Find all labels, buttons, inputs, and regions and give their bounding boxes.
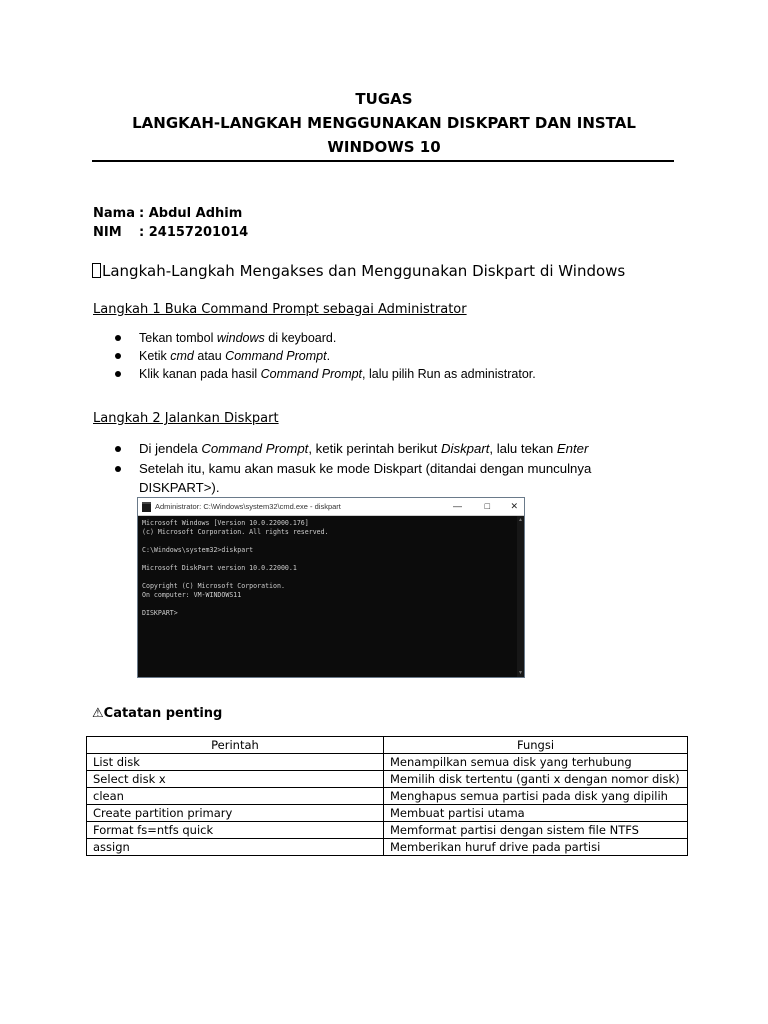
table-header-row xyxy=(87,737,688,754)
table-row xyxy=(87,839,688,856)
step1-list xyxy=(139,329,536,383)
table-row xyxy=(87,771,688,788)
table-row xyxy=(87,822,688,839)
console-output xyxy=(138,516,524,621)
nim-value: : 24157201014 xyxy=(139,225,249,240)
table-cell: Menampilkan semua disk yang terhubung xyxy=(384,754,688,771)
close-icon: ✕ xyxy=(510,501,518,511)
bullet-icon xyxy=(115,335,121,341)
commands-table xyxy=(86,736,688,856)
name-value: : Abdul Adhim xyxy=(139,206,243,221)
maximize-icon: □ xyxy=(484,501,490,511)
table-row xyxy=(87,788,688,805)
note-heading-text: Catatan penting xyxy=(103,706,223,721)
console-scrollbar xyxy=(517,516,524,677)
table-cell: Create partition primary xyxy=(87,805,384,822)
step2-list xyxy=(139,439,639,498)
section-heading xyxy=(92,262,625,280)
table-cell: assign xyxy=(87,839,384,856)
list-item: Tekan tombol windows di keyboard. xyxy=(139,329,536,347)
note-heading xyxy=(92,706,222,721)
table-cell: Memberikan huruf drive pada partisi xyxy=(384,839,688,856)
step1-heading: Langkah 1 Buka Command Prompt sebagai Administrator xyxy=(93,302,467,317)
console-line xyxy=(142,537,520,546)
section-heading-text: Langkah-Langkah Mengakses dan Menggunakan Diskpart di Windows xyxy=(102,262,626,280)
console-title-bar xyxy=(138,498,524,516)
table-cell: Select disk x xyxy=(87,771,384,788)
list-item: Setelah itu, kamu akan masuk ke mode Diskpart (ditandai dengan munculnya DISKPART>). xyxy=(139,459,639,498)
bullet-icon xyxy=(115,446,121,452)
table-cell: clean xyxy=(87,788,384,805)
console-line xyxy=(142,555,520,564)
console-line: Copyright (C) Microsoft Corporation. xyxy=(142,582,285,590)
cmd-app-icon xyxy=(142,502,151,512)
table-cell: List disk xyxy=(87,754,384,771)
table-header-cell: Fungsi xyxy=(384,737,688,754)
command-prompt-screenshot xyxy=(138,498,524,677)
missing-glyph-icon xyxy=(92,263,101,278)
table-row xyxy=(87,805,688,822)
table-cell: Membuat partisi utama xyxy=(384,805,688,822)
scroll-down-icon: ▼ xyxy=(518,670,523,676)
table-cell: Memilih disk tertentu (ganti x dengan nomor disk) xyxy=(384,771,688,788)
scroll-up-icon: ▲ xyxy=(518,517,523,523)
nim-line xyxy=(93,225,248,240)
console-line: Microsoft DiskPart version 10.0.22000.1 xyxy=(142,564,297,572)
bullet-icon xyxy=(115,466,121,472)
list-item: Di jendela Command Prompt, ketik perintah berikut Diskpart, lalu tekan Enter xyxy=(139,439,639,459)
bullet-icon xyxy=(115,353,121,359)
console-line: C:\Windows\system32>diskpart xyxy=(142,546,254,554)
console-title: Administrator: C:\Windows\system32\cmd.exe - diskpart xyxy=(155,502,341,511)
table-cell: Memformat partisi dengan sistem file NTFS xyxy=(384,822,688,839)
table-row xyxy=(87,754,688,771)
doc-title-line-1: TUGAS xyxy=(355,90,413,108)
console-line xyxy=(142,600,520,609)
name-line xyxy=(93,206,242,221)
list-item: Klik kanan pada hasil Command Prompt, lalu pilih Run as administrator. xyxy=(139,365,536,383)
nim-label: NIM xyxy=(93,225,122,240)
step2-heading: Langkah 2 Jalankan Diskpart xyxy=(93,411,279,426)
doc-title-line-2: LANGKAH-LANGKAH MENGGUNAKAN DISKPART DAN INSTAL xyxy=(132,114,636,132)
table-cell: Format fs=ntfs quick xyxy=(87,822,384,839)
bullet-icon xyxy=(115,371,121,377)
name-label: Nama xyxy=(93,206,135,221)
minimize-icon: — xyxy=(453,501,462,511)
console-line: On computer: VM-WINDOWS11 xyxy=(142,591,242,599)
table-header-cell: Perintah xyxy=(87,737,384,754)
console-line: Microsoft Windows [Version 10.0.22000.176] xyxy=(142,519,309,527)
warning-icon: ⚠ xyxy=(92,706,104,721)
list-item: Ketik cmd atau Command Prompt. xyxy=(139,347,536,365)
console-line: DISKPART> xyxy=(142,609,178,617)
table-cell: Menghapus semua partisi pada disk yang dipilih xyxy=(384,788,688,805)
doc-title-line-3: WINDOWS 10 xyxy=(327,138,441,156)
title-underline xyxy=(92,160,674,162)
console-line xyxy=(142,573,520,582)
console-line: (c) Microsoft Corporation. All rights reserved. xyxy=(142,528,329,536)
